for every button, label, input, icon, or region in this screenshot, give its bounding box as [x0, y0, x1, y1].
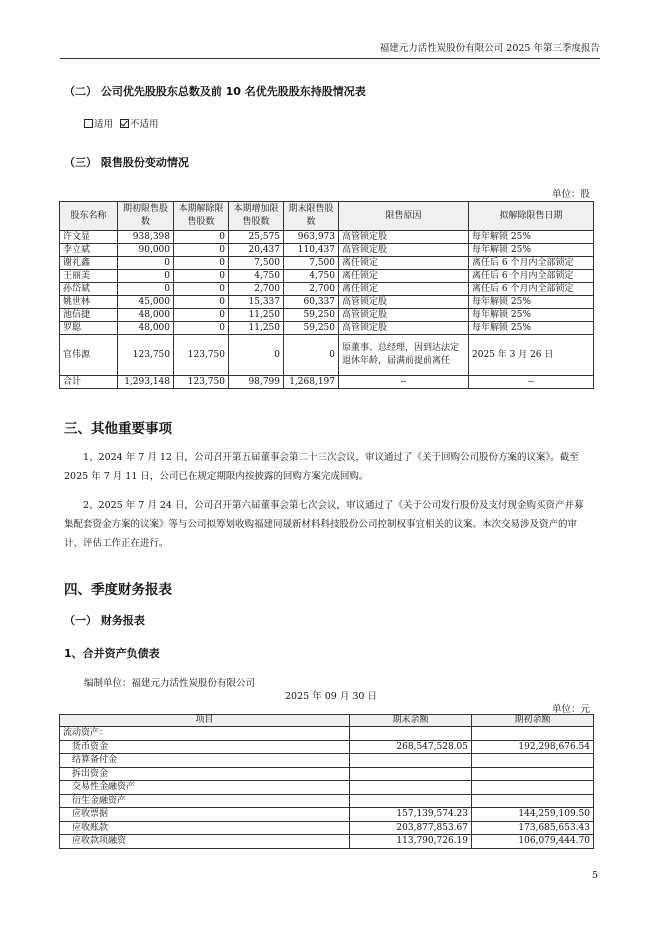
table-row [60, 781, 594, 795]
restricted-cell: 0 [174, 283, 229, 296]
table-row [60, 322, 594, 335]
table-row [60, 754, 594, 768]
restricted-cell: 1,268,197 [284, 376, 339, 389]
balance-header-cell: 期初余额 [472, 715, 594, 727]
restricted-cell: 2,700 [229, 283, 284, 296]
restricted-cell: 0 [284, 335, 339, 376]
table-row [60, 244, 594, 257]
restricted-cell: 4,750 [284, 270, 339, 283]
balance-sheet-table [59, 714, 594, 849]
restricted-cell: 20,437 [229, 244, 284, 257]
table-row [60, 283, 594, 296]
balance-cell: 衍生金融资产 [60, 794, 350, 808]
balance-cell: 应收款项融资 [60, 835, 350, 849]
option-not-applicable: 不适用 [130, 119, 159, 130]
restricted-cell: 7,500 [229, 257, 284, 270]
applicability-options [84, 116, 159, 130]
restricted-cell: 罗聪 [60, 322, 118, 335]
restricted-cell: 每年解锁 25% [469, 231, 594, 244]
checkbox-checked-icon [120, 119, 129, 128]
table-row [60, 335, 594, 376]
balance-cell [350, 781, 472, 795]
restricted-cell: 25,575 [229, 231, 284, 244]
balance-cell [350, 767, 472, 781]
balance-cell [472, 781, 594, 795]
table-row [60, 835, 594, 849]
restricted-cell: 高管锁定股 [339, 231, 469, 244]
restricted-cell: 11,250 [229, 322, 284, 335]
restricted-cell: 原董事、总经理，因到达法定退休年龄，届满前提前离任 [339, 335, 469, 376]
table-row [60, 309, 594, 322]
restricted-cell: 每年解锁 25% [469, 309, 594, 322]
table-row [60, 727, 594, 741]
restricted-cell: 0 [174, 309, 229, 322]
balance-cell: 173,685,653.43 [472, 821, 594, 835]
restricted-cell: 0 [174, 296, 229, 309]
preferred-shares-title: （二） 公司优先股股东总数及前 10 名优先股股东持股情况表 [64, 85, 366, 98]
restricted-unit: 单位：股 [551, 189, 590, 200]
restricted-shares-title: （三） 限售股份变动情况 [64, 156, 189, 169]
restricted-cell: 每年解锁 25% [469, 296, 594, 309]
balance-cell: 203,877,853.67 [350, 821, 472, 835]
balance-sheet-title: 1、合并资产负债表 [64, 647, 160, 660]
other-matter-2: 2、2025 年 7 月 24 日，公司召开第六届董事会第七次会议，审议通过了《关于公司发行股份及支付现金购买资产并募集配套资金方案的议案》等与公司拟筹划收购福建同晟新材料科技股份公司控制权事宜相关的议案。本次交易涉及资产的审计、评估工作正在进行。 [64, 500, 584, 549]
restricted-cell: 0 [118, 270, 174, 283]
page-number: 5 [591, 870, 598, 881]
restricted-cell: 高管锁定股 [339, 296, 469, 309]
restricted-header-cell: 拟解除限售日期 [469, 202, 594, 231]
restricted-cell: 4,750 [229, 270, 284, 283]
table-row [60, 767, 594, 781]
other-matters-title: 三、其他重要事项 [64, 421, 172, 437]
balance-header-cell: 项目 [60, 715, 350, 727]
restricted-header-cell: 本期解除限售股数 [174, 202, 229, 231]
restricted-cell: 孙岱斌 [60, 283, 118, 296]
balance-cell: 交易性金融资产 [60, 781, 350, 795]
restricted-cell: 0 [118, 257, 174, 270]
restricted-cell: 池信捷 [60, 309, 118, 322]
restricted-cell: 45,000 [118, 296, 174, 309]
balance-cell: 106,079,444.70 [472, 835, 594, 849]
restricted-cell: 0 [174, 322, 229, 335]
balance-cell [472, 794, 594, 808]
restricted-cell: 2,700 [284, 283, 339, 296]
restricted-cell: 0 [118, 283, 174, 296]
balance-cell: 拆出资金 [60, 767, 350, 781]
restricted-cell: 7,500 [284, 257, 339, 270]
compiler: 编制单位：福建元力活性炭股份有限公司 [84, 678, 256, 689]
restricted-cell: 48,000 [118, 309, 174, 322]
restricted-cell: 2025 年 3 月 26 日 [469, 335, 594, 376]
balance-cell: 192,298,676.54 [472, 740, 594, 754]
restricted-cell: 许文显 [60, 231, 118, 244]
restricted-cell: 高管锁定股 [339, 309, 469, 322]
restricted-cell: 离任锁定 [339, 283, 469, 296]
restricted-cell: 11,250 [229, 309, 284, 322]
restricted-shares-table [59, 201, 594, 389]
restricted-cell: 离任锁定 [339, 257, 469, 270]
restricted-cell: 0 [174, 244, 229, 257]
restricted-cell: 59,250 [284, 309, 339, 322]
balance-cell: 113,790,726.19 [350, 835, 472, 849]
restricted-cell: 60,337 [284, 296, 339, 309]
option-applicable: 适用 [94, 119, 114, 130]
table-row [60, 808, 594, 822]
restricted-cell: 123,750 [174, 335, 229, 376]
balance-cell: 流动资产： [60, 727, 350, 741]
restricted-cell: 官伟源 [60, 335, 118, 376]
restricted-cell: 0 [229, 335, 284, 376]
balance-unit: 单位：元 [551, 704, 590, 715]
restricted-cell: 48,000 [118, 322, 174, 335]
restricted-cell: 离任后 6 个月内全部锁定 [469, 283, 594, 296]
balance-cell [472, 727, 594, 741]
restricted-cell: 123,750 [174, 376, 229, 389]
table-row [60, 376, 594, 389]
restricted-cell: 离任后 6 个月内全部锁定 [469, 270, 594, 283]
balance-header-cell: 期末余额 [350, 715, 472, 727]
balance-cell [350, 754, 472, 768]
table-row [60, 296, 594, 309]
restricted-cell: 15,337 [229, 296, 284, 309]
restricted-cell: 高管锁定股 [339, 322, 469, 335]
balance-cell: 货币资金 [60, 740, 350, 754]
balance-cell [350, 794, 472, 808]
table-row [60, 794, 594, 808]
restricted-cell: 1,293,148 [118, 376, 174, 389]
restricted-header-cell: 期末限售股数 [284, 202, 339, 231]
restricted-cell: 110,437 [284, 244, 339, 257]
restricted-cell: -- [339, 376, 469, 389]
checkbox-unchecked-icon [84, 119, 93, 128]
page-header: 福建元力活性炭股份有限公司 2025 年第三季度报告 [60, 40, 600, 59]
table-row [60, 257, 594, 270]
restricted-cell: 每年解锁 25% [469, 244, 594, 257]
table-row [60, 740, 594, 754]
balance-cell [472, 767, 594, 781]
balance-cell [350, 727, 472, 741]
table-row [60, 231, 594, 244]
restricted-cell: 离任后 6 个月内全部锁定 [469, 257, 594, 270]
restricted-cell: 李立斌 [60, 244, 118, 257]
balance-cell [472, 754, 594, 768]
balance-date: 2025 年 09 月 30 日 [285, 691, 377, 702]
financial-statements-title: 四、季度财务报表 [64, 582, 172, 598]
restricted-cell: 90,000 [118, 244, 174, 257]
balance-cell: 157,139,574.23 [350, 808, 472, 822]
restricted-cell: 0 [174, 270, 229, 283]
restricted-cell: -- [469, 376, 594, 389]
restricted-header-cell: 本期增加限售股数 [229, 202, 284, 231]
restricted-cell: 合计 [60, 376, 118, 389]
restricted-cell: 98,799 [229, 376, 284, 389]
restricted-header-cell: 股东名称 [60, 202, 118, 231]
table-row [60, 821, 594, 835]
restricted-cell: 0 [174, 231, 229, 244]
restricted-cell: 离任锁定 [339, 270, 469, 283]
restricted-cell: 王丽美 [60, 270, 118, 283]
restricted-cell: 963,973 [284, 231, 339, 244]
restricted-cell: 0 [174, 257, 229, 270]
balance-cell: 应收账款 [60, 821, 350, 835]
restricted-cell: 123,750 [118, 335, 174, 376]
restricted-cell: 938,398 [118, 231, 174, 244]
restricted-header-cell: 限售原因 [339, 202, 469, 231]
table-row [60, 270, 594, 283]
financial-statements-subtitle: （一） 财务报表 [64, 614, 145, 627]
restricted-header-cell: 期初限售股数 [118, 202, 174, 231]
restricted-cell: 谢礼鑫 [60, 257, 118, 270]
restricted-cell: 高管锁定股 [339, 244, 469, 257]
balance-cell: 144,259,109.50 [472, 808, 594, 822]
balance-cell: 结算备付金 [60, 754, 350, 768]
restricted-cell: 每年解锁 25% [469, 322, 594, 335]
other-matter-1: 1、2024 年 7 月 12 日，公司召开第五届董事会第二十三次会议，审议通过了《关于回购公司股份方案的议案》。截至 2025 年 7 月 11 日，公司已在规定期限内按披露的回购方案完成回购。 [64, 452, 579, 482]
restricted-cell: 59,250 [284, 322, 339, 335]
balance-cell: 应收票据 [60, 808, 350, 822]
restricted-cell: 姚世林 [60, 296, 118, 309]
balance-cell: 268,547,528.05 [350, 740, 472, 754]
